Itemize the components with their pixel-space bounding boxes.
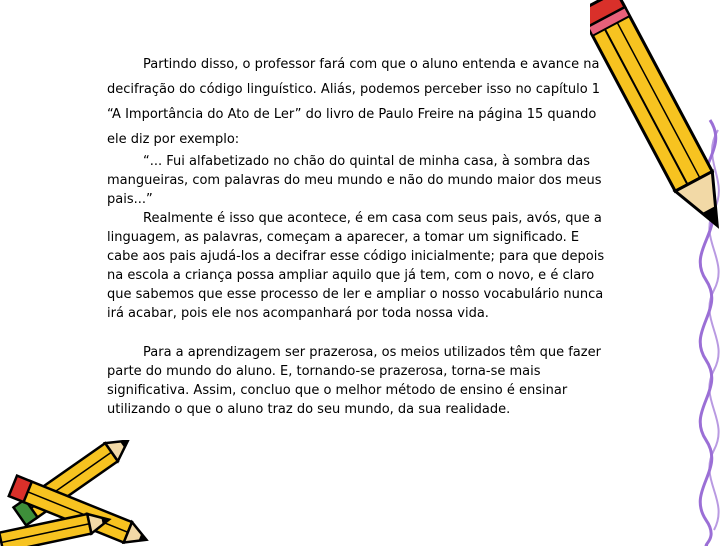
paragraph-intro: Partindo disso, o professor fará com que o aluno entenda e avance na decifração do código linguístico. Aliás, podemos perceber isso no capítulo 1 “A Importância do Ato de Ler” do livro de Paulo Freire na página 15 quando ele diz por exemplo:: [107, 57, 601, 147]
slide-body-text: [107, 52, 612, 419]
pencil-bottom-icon: [0, 440, 160, 546]
paragraph-conclusion: Para a aprendizagem ser prazerosa, os meios utilizados têm que fazer parte do mundo do aluno. E, tornando-se prazerosa, torna-se mais significativa. Assim, concluo que o melhor método de ensino é ensinar utilizando o que o aluno traz do seu mundo, da sua realidade.: [107, 345, 601, 417]
pencil-large-icon: [590, 0, 728, 546]
paragraph-quote: “... Fui alfabetizado no chão do quintal de minha casa, à sombra das mangueiras, com palavras do meu mundo e não do mundo maior dos meus pais...”: [107, 154, 602, 207]
paragraph-family: Realmente é isso que acontece, é em casa com seus pais, avós, que a linguagem, as palavras, começam a aparecer, a tomar um significado. E cabe aos pais ajudá-los a decifrar esse código inicialmente; para que depois na escola a criança possa ampliar aquilo que já tem, com o novo, e é claro que sabemos que esse processo de ler e ampliar o nosso vocabulário nunca irá acabar, pois ele nos acompanhará por toda nossa vida.: [107, 211, 605, 321]
